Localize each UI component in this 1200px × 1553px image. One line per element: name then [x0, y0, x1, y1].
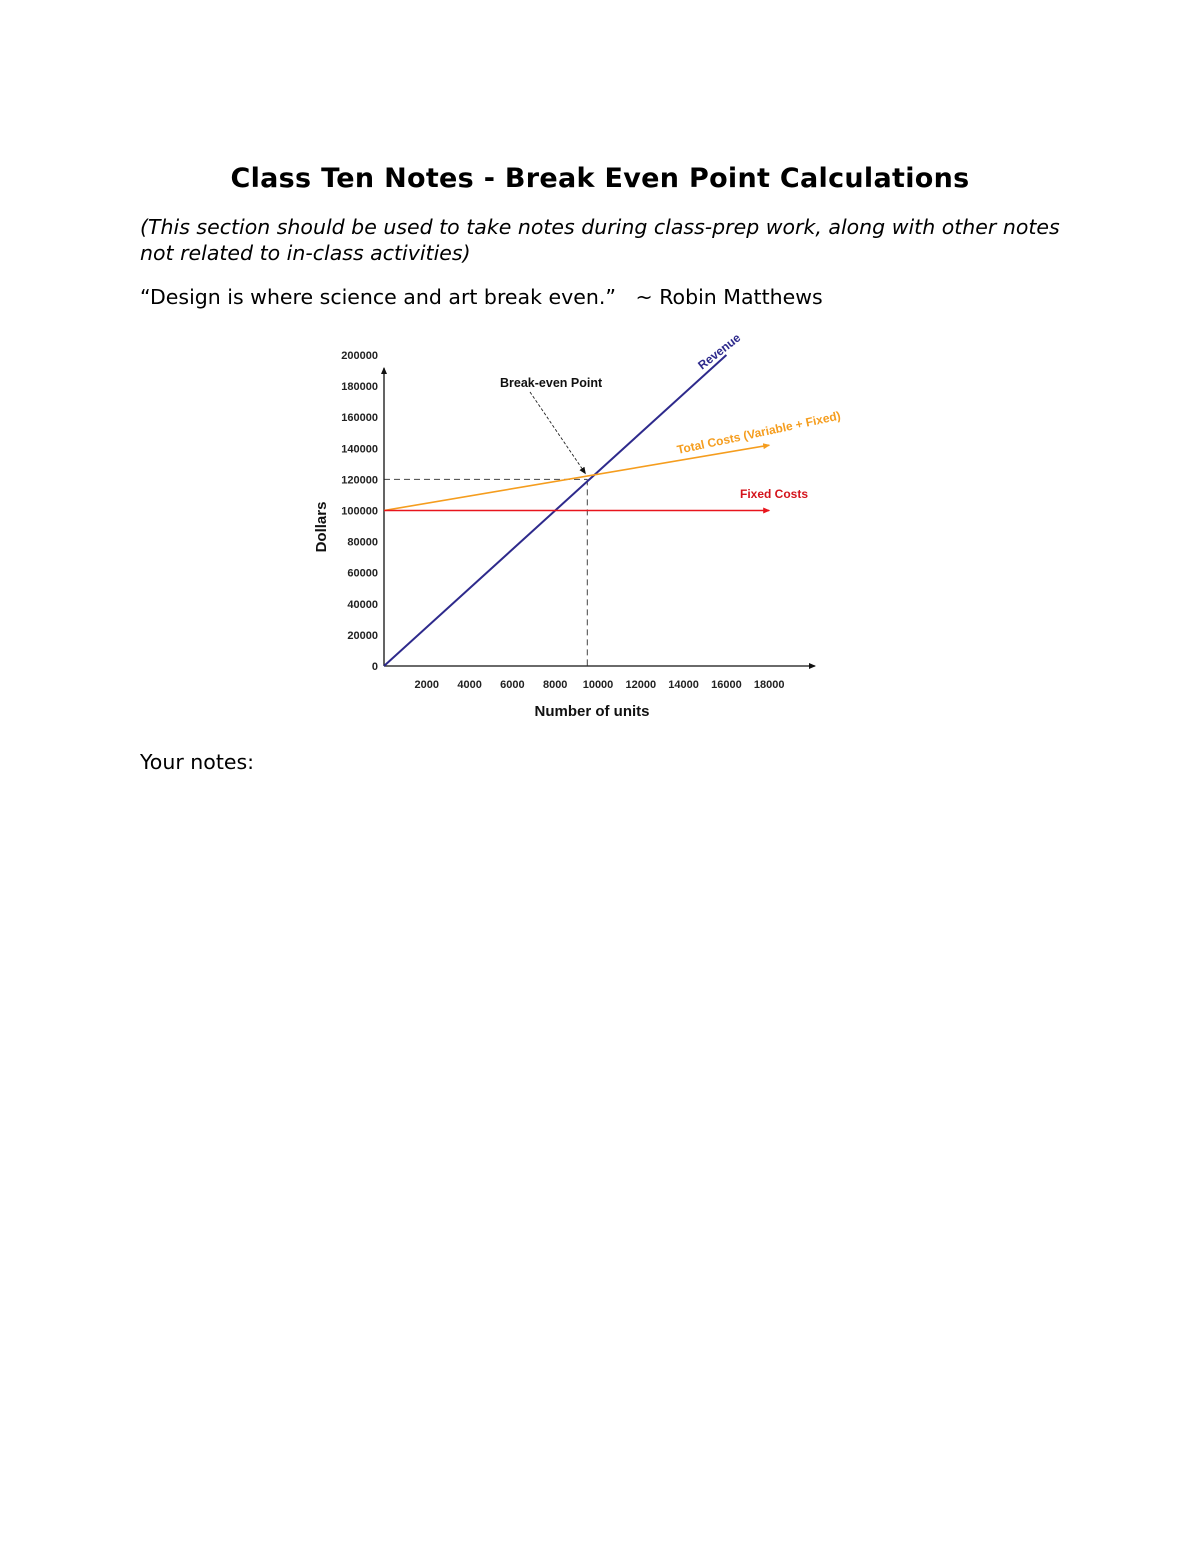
quote: “Design is where science and art break even.” ~ Robin Matthews — [140, 285, 823, 309]
y-tick-label: 120000 — [341, 474, 378, 487]
total-costs-label: Total Costs (Variable + Fixed) — [675, 408, 842, 457]
y-tick-label: 180000 — [341, 381, 378, 394]
x-tick-label: 16000 — [711, 679, 742, 691]
break-even-label: Break-even Point — [500, 376, 603, 390]
x-tick-label: 12000 — [625, 679, 657, 691]
break-even-pointer — [530, 392, 585, 473]
x-axis-title: Number of units — [534, 703, 650, 720]
y-tick-label: 20000 — [347, 629, 378, 642]
notes-label: Your notes: — [140, 750, 255, 774]
break-even-chart — [300, 330, 860, 730]
x-tick-label: 10000 — [582, 679, 614, 691]
y-tick-label: 80000 — [347, 536, 378, 549]
x-tick-label: 14000 — [668, 679, 699, 691]
fixed-costs-label: Fixed Costs — [740, 487, 809, 501]
x-tick-label: 6000 — [500, 679, 525, 691]
x-tick-label: 8000 — [542, 679, 568, 691]
page-title: Class Ten Notes - Break Even Point Calculations — [230, 163, 970, 194]
y-axis-title: Dollars — [313, 501, 330, 553]
y-tick-label: 0 — [371, 661, 378, 673]
intro-paragraph: (This section should be used to take notes during class-prep work, along with other notes not related to in-class activities) — [140, 215, 1060, 265]
revenue-label: Revenue — [695, 330, 744, 373]
y-tick-label: 160000 — [341, 412, 378, 425]
x-tick-label: 18000 — [753, 679, 785, 691]
y-tick-label: 40000 — [347, 598, 378, 611]
x-tick-label: 2000 — [414, 679, 440, 691]
y-tick-label: 200000 — [341, 350, 378, 362]
x-tick-label: 4000 — [457, 679, 482, 691]
y-tick-label: 140000 — [341, 443, 378, 456]
y-tick-label: 60000 — [347, 567, 378, 580]
series-line-total-costs-variable-fixed — [384, 445, 769, 510]
y-tick-label: 100000 — [341, 505, 378, 518]
